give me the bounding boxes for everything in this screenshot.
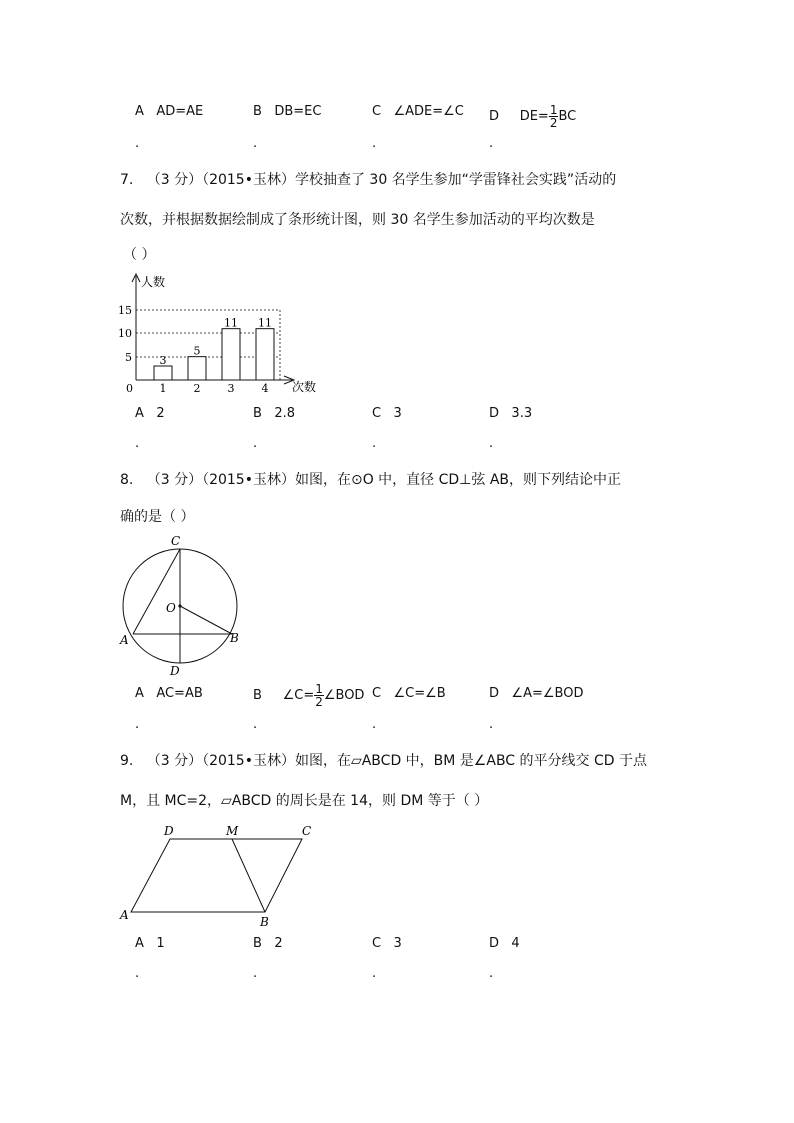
q7-dot-b: .	[253, 436, 258, 451]
label-d: D	[164, 824, 174, 838]
q8-option-b: B ∠C= $\frac{1}{2}$ ∠BOD	[253, 682, 365, 709]
q8-stem-line2: 确的是（ ）	[120, 509, 195, 525]
y-tick-15: 15	[118, 304, 132, 317]
q8-option-c: C ∠C=∠B	[372, 686, 446, 701]
label-a: A	[120, 633, 129, 647]
bar-1	[154, 366, 172, 380]
circle-figure	[110, 532, 250, 680]
bar-value-label-3: 11	[224, 316, 238, 330]
q9-option-d: D 4	[489, 936, 520, 951]
label-b: B	[230, 631, 239, 645]
q6-option-a: A AD=AE	[135, 104, 204, 119]
q7-stem-line1: 7. （3 分）（2015•玉林）学校抽查了 30 名学生参加“学雷锋社会实践”活动的	[120, 172, 617, 188]
q7-dot-c: .	[372, 436, 377, 451]
label-d: D	[170, 664, 180, 678]
parallelogram-abcd	[131, 839, 302, 912]
bar-3	[222, 329, 240, 380]
q7-option-b: B 2.8	[253, 406, 296, 421]
parallelogram-figure	[110, 818, 330, 932]
segment-ob	[180, 606, 232, 634]
bar-value-label-2: 5	[193, 344, 201, 358]
q9-option-a: A 1	[135, 936, 165, 951]
label-c: C	[302, 824, 312, 838]
q6-dot-c: .	[372, 136, 377, 151]
q8-dot-d: .	[489, 717, 494, 732]
q6-dot-b: .	[253, 136, 258, 151]
q8-dot-a: .	[135, 717, 140, 732]
q7-option-a: A 2	[135, 406, 165, 421]
bar-2	[188, 357, 206, 380]
q9-dot-a: .	[135, 966, 140, 981]
y-tick-5: 5	[125, 351, 132, 364]
q9-dot-d: .	[489, 966, 494, 981]
bar-4	[256, 329, 274, 380]
q9-stem-line2: M，且 MC=2，▱ABCD 的周长是在 14，则 DM 等于（ ）	[120, 793, 489, 809]
q8-dot-c: .	[372, 717, 377, 732]
label-b: B	[260, 915, 269, 929]
q6-option-d: D DE= $\frac{1}{2}$ BC	[489, 103, 577, 130]
x-tick-1: 1	[159, 382, 167, 395]
q6-dot-a: .	[135, 136, 140, 151]
label-a: A	[120, 908, 129, 922]
q9-option-b: B 2	[253, 936, 283, 951]
q7-option-c: C 3	[372, 406, 402, 421]
q9-dot-c: .	[372, 966, 377, 981]
q8-option-d: D ∠A=∠BOD	[489, 686, 584, 701]
x-tick-4: 4	[261, 382, 269, 395]
q9-dot-b: .	[253, 966, 258, 981]
label-o: O	[166, 601, 176, 615]
y-tick-10: 10	[118, 327, 132, 340]
x-axis-label: 次数	[292, 380, 317, 394]
bar-value-label-4: 11	[258, 316, 272, 330]
q6-fraction: $\frac{1}{2}$	[549, 103, 558, 130]
q9-option-c: C 3	[372, 936, 402, 951]
q6-dot-d: .	[489, 136, 494, 151]
q8-option-a: A AC=AB	[135, 686, 203, 701]
q7-dot-d: .	[489, 436, 494, 451]
q7-answer-blank: （ ）	[123, 247, 156, 263]
segment-bm	[232, 839, 265, 912]
q7-option-d: D 3.3	[489, 406, 533, 421]
q8-fraction: $\frac{1}{2}$	[315, 682, 323, 709]
y-axis-label: 人数	[141, 275, 166, 289]
x-tick-2: 2	[193, 382, 201, 395]
label-c: C	[171, 534, 181, 548]
q8-stem-line1: 8. （3 分）（2015•玉林）如图，在⊙O 中，直径 CD⊥弦 AB，则下列结论中正	[120, 472, 622, 488]
bar-chart	[110, 268, 330, 400]
bar-value-label-1: 3	[159, 354, 167, 367]
q6-option-b: B DB=EC	[253, 104, 322, 119]
segment-ac	[133, 549, 180, 634]
center-point	[178, 604, 181, 607]
q6-option-c: C ∠ADE=∠C	[372, 104, 464, 119]
q8-dot-b: .	[253, 717, 258, 732]
q7-stem-line2: 次数，并根据数据绘制成了条形统计图，则 30 名学生参加活动的平均次数是	[120, 212, 595, 228]
bars-group	[154, 317, 274, 395]
origin-label: 0	[126, 382, 133, 395]
q9-stem-line1: 9. （3 分）（2015•玉林）如图，在▱ABCD 中，BM 是∠ABC 的平分线交 CD 于点	[120, 753, 647, 769]
x-tick-3: 3	[227, 382, 235, 395]
label-m: M	[226, 824, 239, 838]
q7-dot-a: .	[135, 436, 140, 451]
